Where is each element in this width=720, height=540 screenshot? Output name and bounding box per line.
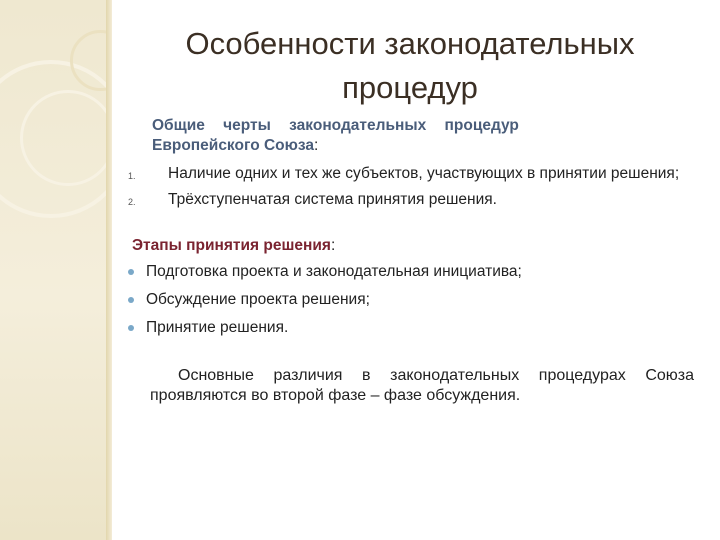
bullet-icon: [128, 325, 134, 331]
list-number: 1.: [128, 171, 136, 181]
common-features-list: [124, 164, 694, 210]
bullet-icon: [128, 269, 134, 275]
list-item: [124, 318, 694, 338]
eu-heading-line2: Европейского Союза: [152, 137, 315, 154]
eu-heading-colon: :: [314, 137, 319, 154]
list-item-text: Наличие одних и тех же субъектов, участвующих в принятии решения;: [168, 165, 680, 182]
sidebar-edge: [106, 0, 112, 540]
slide-content: [124, 116, 694, 406]
list-number: 2.: [128, 197, 136, 207]
list-item-text: Трёхступенчатая система принятия решения.: [168, 191, 497, 208]
eu-heading-line1: Общие черты законодательных процедур: [152, 117, 519, 134]
stages-list: [124, 262, 694, 338]
list-item-text: Подготовка проекта и законодательная инициатива;: [146, 263, 522, 280]
stages-heading: [124, 236, 694, 256]
stages-heading-colon: :: [330, 237, 336, 254]
list-item-text: Обсуждение проекта решения;: [146, 291, 370, 308]
list-item-text: Принятие решения.: [146, 319, 289, 336]
bullet-icon: [128, 297, 134, 303]
list-item: [124, 190, 694, 210]
stages-heading-text: Этапы принятия решения: [132, 237, 331, 254]
list-item: [124, 262, 694, 282]
slide-title: Особенности законодательных процедур: [185, 26, 635, 105]
decorative-circle: [20, 90, 112, 186]
conclusion-text: Основные различия в законодательных процедурах Союза проявляются во второй фазе – фазе обсуждения.: [150, 367, 694, 404]
eu-features-heading: [124, 116, 694, 156]
decorative-sidebar: [0, 0, 112, 540]
list-item: [124, 164, 694, 184]
list-item: [124, 290, 694, 310]
